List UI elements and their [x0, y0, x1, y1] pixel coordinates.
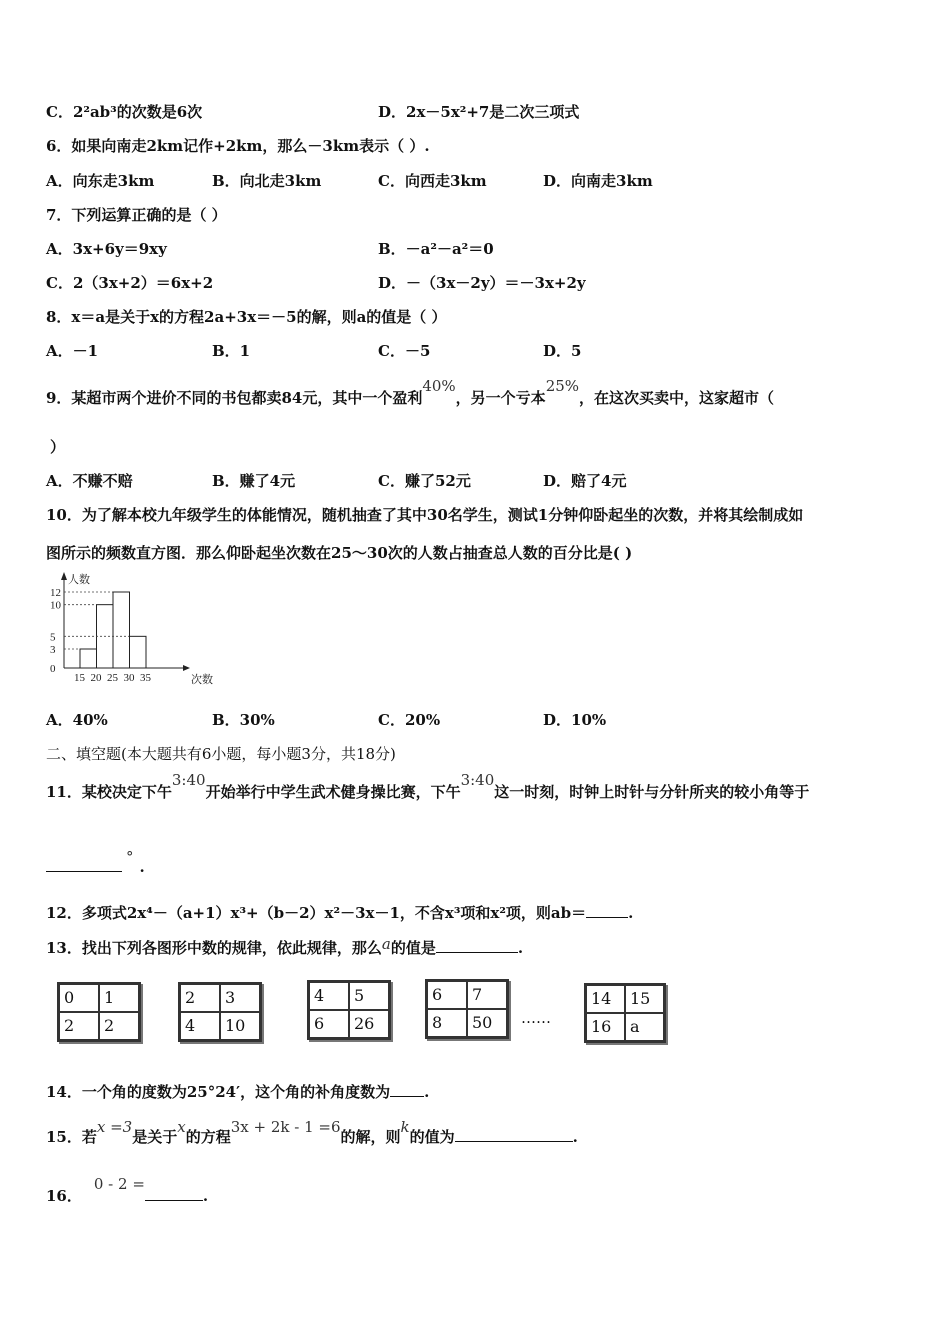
q10-option-b: B．30% [212, 711, 275, 729]
q15-math-equation: 3x + 2k - 1 =6 [230, 1118, 341, 1136]
box-2-cell-tr: 3 [220, 984, 260, 1012]
q16-expression: 0 - 2 = [93, 1175, 145, 1193]
y-axis-arrow [61, 572, 67, 580]
q10-stem-line2: 图所示的频数直方图．那么仰卧起坐次数在25～30次的人数占抽查总人数的百分比是( ) [46, 544, 633, 562]
bar-30-35 [130, 636, 147, 668]
q9-percent-profit: 40% [422, 377, 456, 395]
q15-math-k: k [400, 1118, 410, 1136]
box-5-cell-bl: 16 [586, 1013, 625, 1041]
q15-part3: 的方程 [185, 1128, 231, 1146]
q13-variable-a: a [381, 935, 391, 953]
bar-15-20 [80, 649, 97, 668]
q13-answer-blank[interactable] [436, 938, 518, 953]
q8-option-b: B．1 [212, 342, 251, 360]
pattern-ellipsis: …… [521, 1009, 551, 1027]
q6-option-b: B．向北走3km [212, 172, 322, 190]
q16-number: 16． [46, 1187, 82, 1205]
box-2-cell-bl: 4 [180, 1012, 220, 1040]
y-tick-12: 12 [50, 587, 61, 599]
box-5-cell-br: a [625, 1013, 664, 1041]
box-3-cell-br: 26 [349, 1010, 389, 1038]
q16-stem [46, 1175, 209, 1206]
q7-option-d: D．－（3x－2y）＝－3x+2y [378, 274, 586, 292]
box-5-cell-tl: 14 [586, 985, 625, 1013]
box-1-cell-tr: 1 [99, 984, 139, 1012]
q12-stem [46, 903, 633, 923]
box-4-cell-tl: 6 [427, 981, 467, 1009]
y-tick-3: 3 [50, 644, 56, 656]
q7-stem: 7．下列运算正确的是（ ） [46, 206, 227, 224]
box-1-cell-br: 2 [99, 1012, 139, 1040]
q15-part5: 的值为 [409, 1128, 455, 1146]
section-2-heading: 二、填空题(本大题共有6小题，每小题3分，共18分) [46, 745, 396, 763]
bar-25-30 [113, 592, 130, 668]
q10-option-c: C．20% [378, 711, 441, 729]
q11-part2: 开始举行中学生武术健身操比赛，下午 [205, 783, 461, 801]
pattern-box-3 [307, 980, 391, 1040]
x-tick-35: 35 [140, 672, 151, 684]
q9-part2: ，另一个亏本 [455, 389, 546, 407]
q11-stem [46, 771, 810, 802]
q14-period: . [424, 1083, 430, 1101]
q13-stem [46, 935, 524, 958]
q11-time-2: 3:40 [460, 771, 495, 789]
frequency-histogram [44, 572, 213, 690]
q7-option-b: B．－a²－a²＝0 [378, 240, 494, 258]
q15-part2: 是关于 [132, 1128, 178, 1146]
box-1-cell-bl: 2 [59, 1012, 99, 1040]
box-5-cell-tr: 15 [625, 985, 664, 1013]
q12-answer-blank[interactable] [586, 903, 628, 918]
q5-option-d: D．2x－5x²+7是二次三项式 [378, 103, 580, 121]
q7-option-a: A．3x+6y＝9xy [46, 240, 167, 258]
x-tick-30: 30 [123, 672, 135, 684]
q11-period: . [139, 858, 145, 876]
y-axis-label: 人数 [68, 573, 90, 586]
pattern-box-2 [178, 982, 262, 1042]
q8-option-c: C．－5 [378, 342, 431, 360]
q13-period: . [517, 939, 524, 957]
q9-stem [46, 377, 775, 408]
box-2-cell-br: 10 [220, 1012, 260, 1040]
q11-answer-line [46, 848, 145, 877]
q7-option-c: C．2（3x+2）＝6x+2 [46, 274, 214, 292]
q11-answer-blank[interactable] [46, 857, 122, 872]
q14-stem [46, 1082, 429, 1102]
q10-option-a: A．40% [46, 711, 108, 729]
q15-math-x: x [177, 1118, 186, 1136]
box-4-cell-br: 50 [467, 1009, 507, 1037]
q12-period: . [628, 904, 634, 922]
q11-part1: 11．某校决定下午 [46, 783, 172, 801]
q9-option-c: C．赚了52元 [378, 472, 471, 490]
x-axis-arrow [183, 665, 190, 671]
y-tick-5: 5 [50, 631, 56, 644]
q10-option-d: D．10% [543, 711, 607, 729]
q13-part2: 的值是 [390, 939, 436, 957]
q5-option-c: C．2²ab³的次数是6次 [46, 103, 203, 121]
pattern-box-1 [57, 982, 141, 1042]
y-tick-10: 10 [50, 599, 61, 612]
x-axis-label: 次数 [191, 673, 213, 686]
q9-close-paren: ） [50, 438, 66, 456]
y-tick-0: 0 [50, 663, 56, 675]
q11-part3: 这一时刻，时钟上时针与分针所夹的较小角等于 [494, 783, 810, 801]
q6-option-d: D．向南走3km [543, 172, 653, 190]
q9-option-b: B．赚了4元 [212, 472, 296, 490]
q9-option-a: A．不赚不赔 [46, 472, 133, 490]
box-1-cell-tl: 0 [59, 984, 99, 1012]
q6-stem: 6．如果向南走2km记作+2km，那么－3km表示（ ）. [46, 137, 430, 155]
box-4-cell-bl: 8 [427, 1009, 467, 1037]
q13-part1: 13．找出下列各图形中数的规律，依此规律，那么 [46, 939, 382, 957]
q15-answer-blank[interactable] [455, 1127, 573, 1142]
q8-stem: 8．x＝a是关于x的方程2a+3x＝－5的解，则a的值是（ ） [46, 308, 447, 326]
q9-percent-loss: 25% [545, 377, 580, 395]
box-4-cell-tr: 7 [467, 981, 507, 1009]
q6-option-a: A．向东走3km [46, 172, 155, 190]
q16-answer-blank[interactable] [145, 1186, 203, 1201]
q9-option-d: D．赔了4元 [543, 472, 627, 490]
pattern-box-4 [425, 979, 509, 1039]
q6-option-c: C．向西走3km [378, 172, 487, 190]
pattern-box-5 [584, 983, 666, 1043]
q14-text: 14．一个角的度数为25°24′，这个角的补角度数为 [46, 1083, 391, 1101]
q11-time-1: 3:40 [171, 771, 206, 789]
box-3-cell-tl: 4 [309, 982, 349, 1010]
q15-period: . [572, 1128, 578, 1146]
q10-stem-line1: 10．为了解本校九年级学生的体能情况，随机抽查了其中30名学生，测试1分钟仰卧起坐的次数，并将其绘制成如 [46, 506, 804, 524]
box-2-cell-tl: 2 [180, 984, 220, 1012]
box-3-cell-bl: 6 [309, 1010, 349, 1038]
q15-stem [46, 1118, 578, 1147]
box-3-cell-tr: 5 [349, 982, 389, 1010]
q15-part1: 15．若 [46, 1128, 97, 1146]
x-tick-20: 20 [90, 672, 102, 684]
x-tick-25: 25 [107, 672, 118, 684]
q11-degree-sign: ° [126, 848, 134, 866]
q8-option-a: A．－1 [46, 342, 99, 360]
q12-text: 12．多项式2x⁴－（a+1）x³+（b－2）x²－3x－1，不含x³项和x²项，则ab＝ [46, 904, 587, 922]
q8-option-d: D．5 [543, 342, 582, 360]
q15-part4: 的解，则 [340, 1128, 401, 1146]
q16-period: . [202, 1187, 209, 1205]
q9-part3: ，在这次买卖中，这家超市（ [579, 389, 775, 407]
x-tick-15: 15 [74, 672, 85, 684]
q14-answer-blank[interactable] [390, 1082, 424, 1097]
q9-part1: 9．某超市两个进价不同的书包都卖84元，其中一个盈利 [46, 389, 423, 407]
q15-math-x-eq-3: x =3 [96, 1118, 133, 1136]
